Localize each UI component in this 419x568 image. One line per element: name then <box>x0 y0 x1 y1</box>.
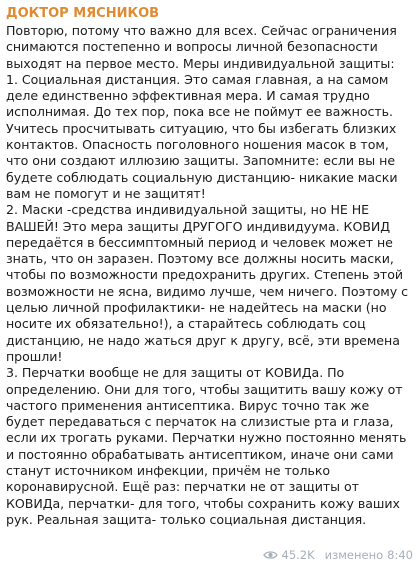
channel-name[interactable]: ДОКТОР МЯСНИКОВ <box>6 6 160 21</box>
edited-label: изменено <box>324 548 384 562</box>
eye-icon <box>263 550 278 560</box>
post-paragraph-masks: 2. Маски -средства индивидуальной защиты, но НЕ НЕ ВАШЕЙ! Это мера защиты ДРУГОГО индивидуума. КОВИД передаётся в бессимптомный период и человек может не знать, что он заразен. Поэтому все должны носить маски, чтобы по возможности предохранить других. Степень этой возможности не ясна, видимо лучше, чем ничего. Поэтому с целью личной профилактики- не надейтесь на маски (но носите их обязательно!), а старайтесь соблюдать соц дистанцию, не надо жаться друг к другу, всё, эти времена прошли! <box>6 202 408 364</box>
post-paragraph-gloves: 3. Перчатки вообще не для защиты от КОВИДа. По определению. Они для того, чтобы защитить вашу кожу от частого применения антисептика. Вирус точно так же будет передаваться с перчаток на слизистые рта и глаза, если их трогать руками. Перчатки нужно постоянно менять и постоянно обрабатывать антисептиком, иначе они сами станут источником инфекции, причём не только коронавирусной. Ещё раз: перчатки не от защиты от КОВИДа, перчатки- для того, чтобы сохранить кожу ваших рук. Реальная защита- только социальная дистанция. <box>6 365 407 527</box>
post-paragraph-distance: 1. Социальная дистанция. Это самая главная, а на самом деле единственно эффективная мера. И самая трудно исполнимая. До тех пор, пока все не поймут ее важность. Учитесь просчитывать ситуацию, что бы избегать близких контактов. Опасность поголовного ношения масок в том, что они создают иллюзию защиты. Запомните: если вы не будете соблюдать социальную дистанцию- никакие маски вам не помогут и не защитят! <box>6 71 398 201</box>
post-paragraph-intro: Повторю, потому что важно для всех. Сейчас ограничения снимаются постепенно и вопросы личной безопасности выходят на первое место. Меры индивидуальной защиты: <box>6 23 397 71</box>
post-meta <box>263 548 413 562</box>
post-text <box>6 23 411 528</box>
view-count: 45.2K <box>281 548 315 562</box>
post-time: 8:40 <box>387 548 413 562</box>
